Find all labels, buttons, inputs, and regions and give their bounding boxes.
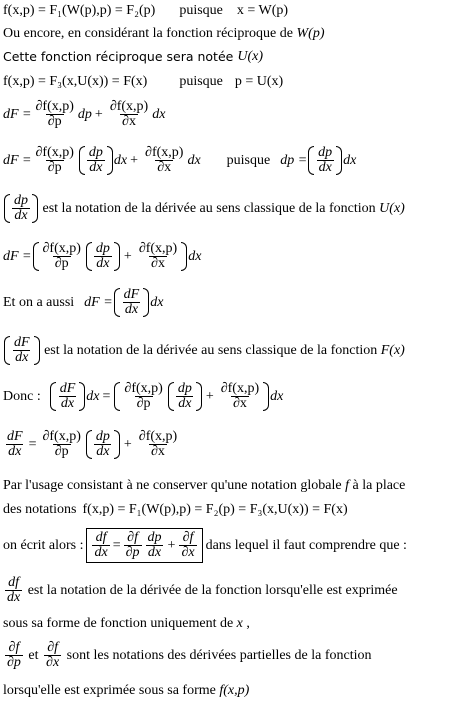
text: on écrit alors : [3,537,84,553]
paren: $\frac{\partial f(x,p)}{\partial p}$ $\frac{dp}{dx}$ + $\frac{\partial f(x,p)}{\partial x}$ [114,382,269,411]
term: dx [86,388,100,404]
text: , [242,616,250,631]
lhs: dF = [84,294,113,310]
text: Cette fonction réciproque sera notée [3,48,238,64]
fraction: $\frac{\partial f(x,p)}{\partial x}$ [145,145,184,175]
text-line-17 [3,617,250,631]
plus: + [123,436,132,452]
equals: = [102,388,111,404]
lhs: dF = [3,248,32,264]
text-line-18 [3,641,371,670]
math-inline: f(x,p) [219,683,250,698]
equation: f(x,p) = F₁(W(p),p) = F₂(p) [3,3,156,18]
paren: $\frac{dF}{dx}$ [4,336,40,365]
math-inline: U(x) [379,200,405,216]
eq-line-8 [3,242,201,271]
fraction: $\frac{\partial f}{\partial p}$ [7,640,21,670]
lhs: dp = [280,152,308,168]
term: dx [187,152,201,168]
lhs: dF = [3,106,32,122]
term: dx [270,388,284,404]
text-puisque: puisque [179,3,223,18]
text: Donc : [3,388,41,404]
lhs: dF = [3,152,32,168]
term: dx [152,106,166,122]
text: à la place [349,478,406,493]
text: sous sa forme de fonction uniquement de [3,616,237,631]
boxed-formula: $\frac{df}{dx}$ = $\frac{\partial f}{\partial p}$ $\frac{dp}{dx}$ + $\frac{\partial f}{\partial x}$ [86,528,202,563]
paren: $\frac{dF}{dx}$ [50,382,86,411]
equals: = [28,436,37,452]
text-line-19 [3,684,249,698]
text: et [24,647,43,663]
plus: + [94,106,103,122]
fraction: $\frac{df}{dx}$ [7,575,21,605]
term: dx [188,248,202,264]
eq-line-11 [3,382,283,411]
text: est la notation de la dérivée au sens classique de la fonction [39,200,380,216]
fraction: $\frac{\partial f(x,p)}{\partial p}$ [35,99,74,129]
plus: + [130,152,139,168]
term: dp [77,106,92,122]
text-line-7 [3,194,405,223]
eq-line-4 [3,75,283,89]
term: dx [113,152,128,168]
text-line-15 [3,528,407,563]
text: sont les notations des dérivées partielles de la fonction [63,647,372,663]
math-inline: F(x) [380,342,405,358]
text-line-14 [3,503,348,517]
math-inline: x [236,616,243,631]
paren: $\frac{dp}{dx}$ [79,146,113,175]
fraction: $\frac{\partial f(x,p)}{\partial p}$ [42,429,81,459]
text-line-9 [3,288,163,317]
text-puisque: puisque [179,74,223,89]
text-puisque: puisque [226,152,271,168]
equation: f(x,p) = F₁(W(p),p) = F₂(p) = F₃(x,U(x)) = F(x) [82,502,348,517]
equation: p = U(x) [234,74,284,89]
eq-line-1 [3,4,288,18]
text-line-13 [3,479,405,493]
paren: $\frac{dp}{dx}$ [4,194,38,223]
paren: $\frac{dF}{dx}$ [114,288,150,317]
fraction: $\frac{\partial f(x,p)}{\partial x}$ [138,429,178,459]
equation: f(x,p) = F₃(x,U(x)) = F(x) [3,74,148,89]
text: Ou encore, en considérant la fonction réciproque de [3,26,297,41]
eq-line-5 [3,100,165,129]
text: lorsqu'elle est exprimée sous sa forme [3,683,220,698]
text-line-16 [3,576,398,605]
fraction: $\frac{\partial f}{\partial x}$ [46,640,60,670]
term: dx [343,152,357,168]
text: dans lequel il faut comprendre que : [205,537,407,553]
text-line-3 [3,50,263,64]
paren: $\frac{dp}{dx}$ [308,146,342,175]
eq-line-6 [3,146,356,175]
text: des notations [3,502,77,517]
paren: $\frac{\partial f(x,p)}{\partial p}$ $\frac{dp}{dx}$ + $\frac{\partial f(x,p)}{\partial x}$ [33,242,188,271]
equation: x = W(p) [236,3,289,18]
math-inline: f [345,478,350,493]
fraction: $\frac{\partial f(x,p)}{\partial p}$ [35,145,74,175]
text: Par l'usage consistant à ne conserver qu'une notation globale [3,478,346,493]
paren: $\frac{dp}{dx}$ [86,430,120,459]
text: Et on a aussi [3,294,75,310]
eq-line-12 [3,430,181,459]
math-inline: U(x) [237,49,263,64]
term: dx [150,294,164,310]
fraction: $\frac{dF}{dx}$ [7,429,23,459]
text: est la notation de la dérivée de la fonction lorsqu'elle est exprimée [24,582,398,598]
text: est la notation de la dérivée au sens classique de la fonction [40,342,381,358]
text-line-10 [3,336,405,365]
text-line-2 [3,27,325,41]
math-inline: W(p) [296,26,325,41]
fraction: $\frac{\partial f(x,p)}{\partial x}$ [109,99,149,129]
